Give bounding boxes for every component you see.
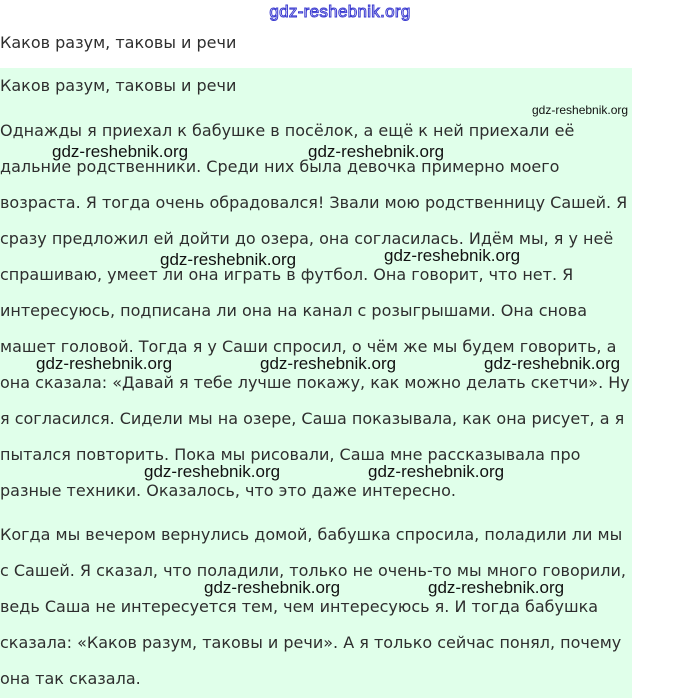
watermark: gdz-reshebnik.org	[260, 354, 397, 373]
watermark: gdz-reshebnik.org	[144, 462, 281, 481]
site-logo[interactable]: gdz-reshebnik.org	[269, 2, 411, 21]
answer-paragraph-1: Однажды я приехал к бабушке в посёлок, а ещё к ней приехали её дальние родственники. Среди них была девочка примерно моего возраста. Я тогда очень обрадовался! Звали мою родственницу Сашей. Я сразу предложил ей дойти до озера, она согласилась. Идём мы, я у неё спрашиваю, умеет ли она играть в футбол. Она говорит, что нет. Я интересуюсь, подписана ли она на канал с розыгрышами. Она снова машет головой. Тогда я у Саши спросил, о чём же мы будем говорить, а она сказала: «Давай я тебе лучше покажу, как можно делать скетчи». Ну я согласился. Сидели мы на озере, Саша показывала, как она рисует, а я пытался повторить. Пока мы рисовали, Саша мне рассказывала про разные техники. Оказалось, что это даже интересно.	[0, 121, 630, 500]
watermark: gdz-reshebnik.org	[384, 246, 521, 265]
watermark: gdz-reshebnik.org	[36, 354, 173, 373]
watermark: gdz-reshebnik.org	[52, 142, 189, 161]
watermark: gdz-reshebnik.org	[484, 354, 621, 373]
watermark: gdz-reshebnik.org	[532, 103, 629, 117]
watermark: gdz-reshebnik.org	[160, 250, 297, 269]
watermark: gdz-reshebnik.org	[204, 578, 341, 597]
watermark: gdz-reshebnik.org	[308, 142, 445, 161]
watermark: gdz-reshebnik.org	[428, 578, 565, 597]
watermark: gdz-reshebnik.org	[368, 462, 505, 481]
answer-title: Каков разум, таковы и речи	[0, 76, 237, 95]
answer-paragraph-2: Когда мы вечером вернулись домой, бабушка спросила, поладили ли мы с Сашей. Я сказал, что поладили, только не очень-то мы много говорили, ведь Саша не интересуется тем, чем интересуюсь я. И тогда бабушка сказала: «Каков разум, таковы и речи». А я только сейчас понял, почему она так сказала.	[0, 525, 626, 688]
page-title: Каков разум, таковы и речи	[0, 33, 237, 52]
